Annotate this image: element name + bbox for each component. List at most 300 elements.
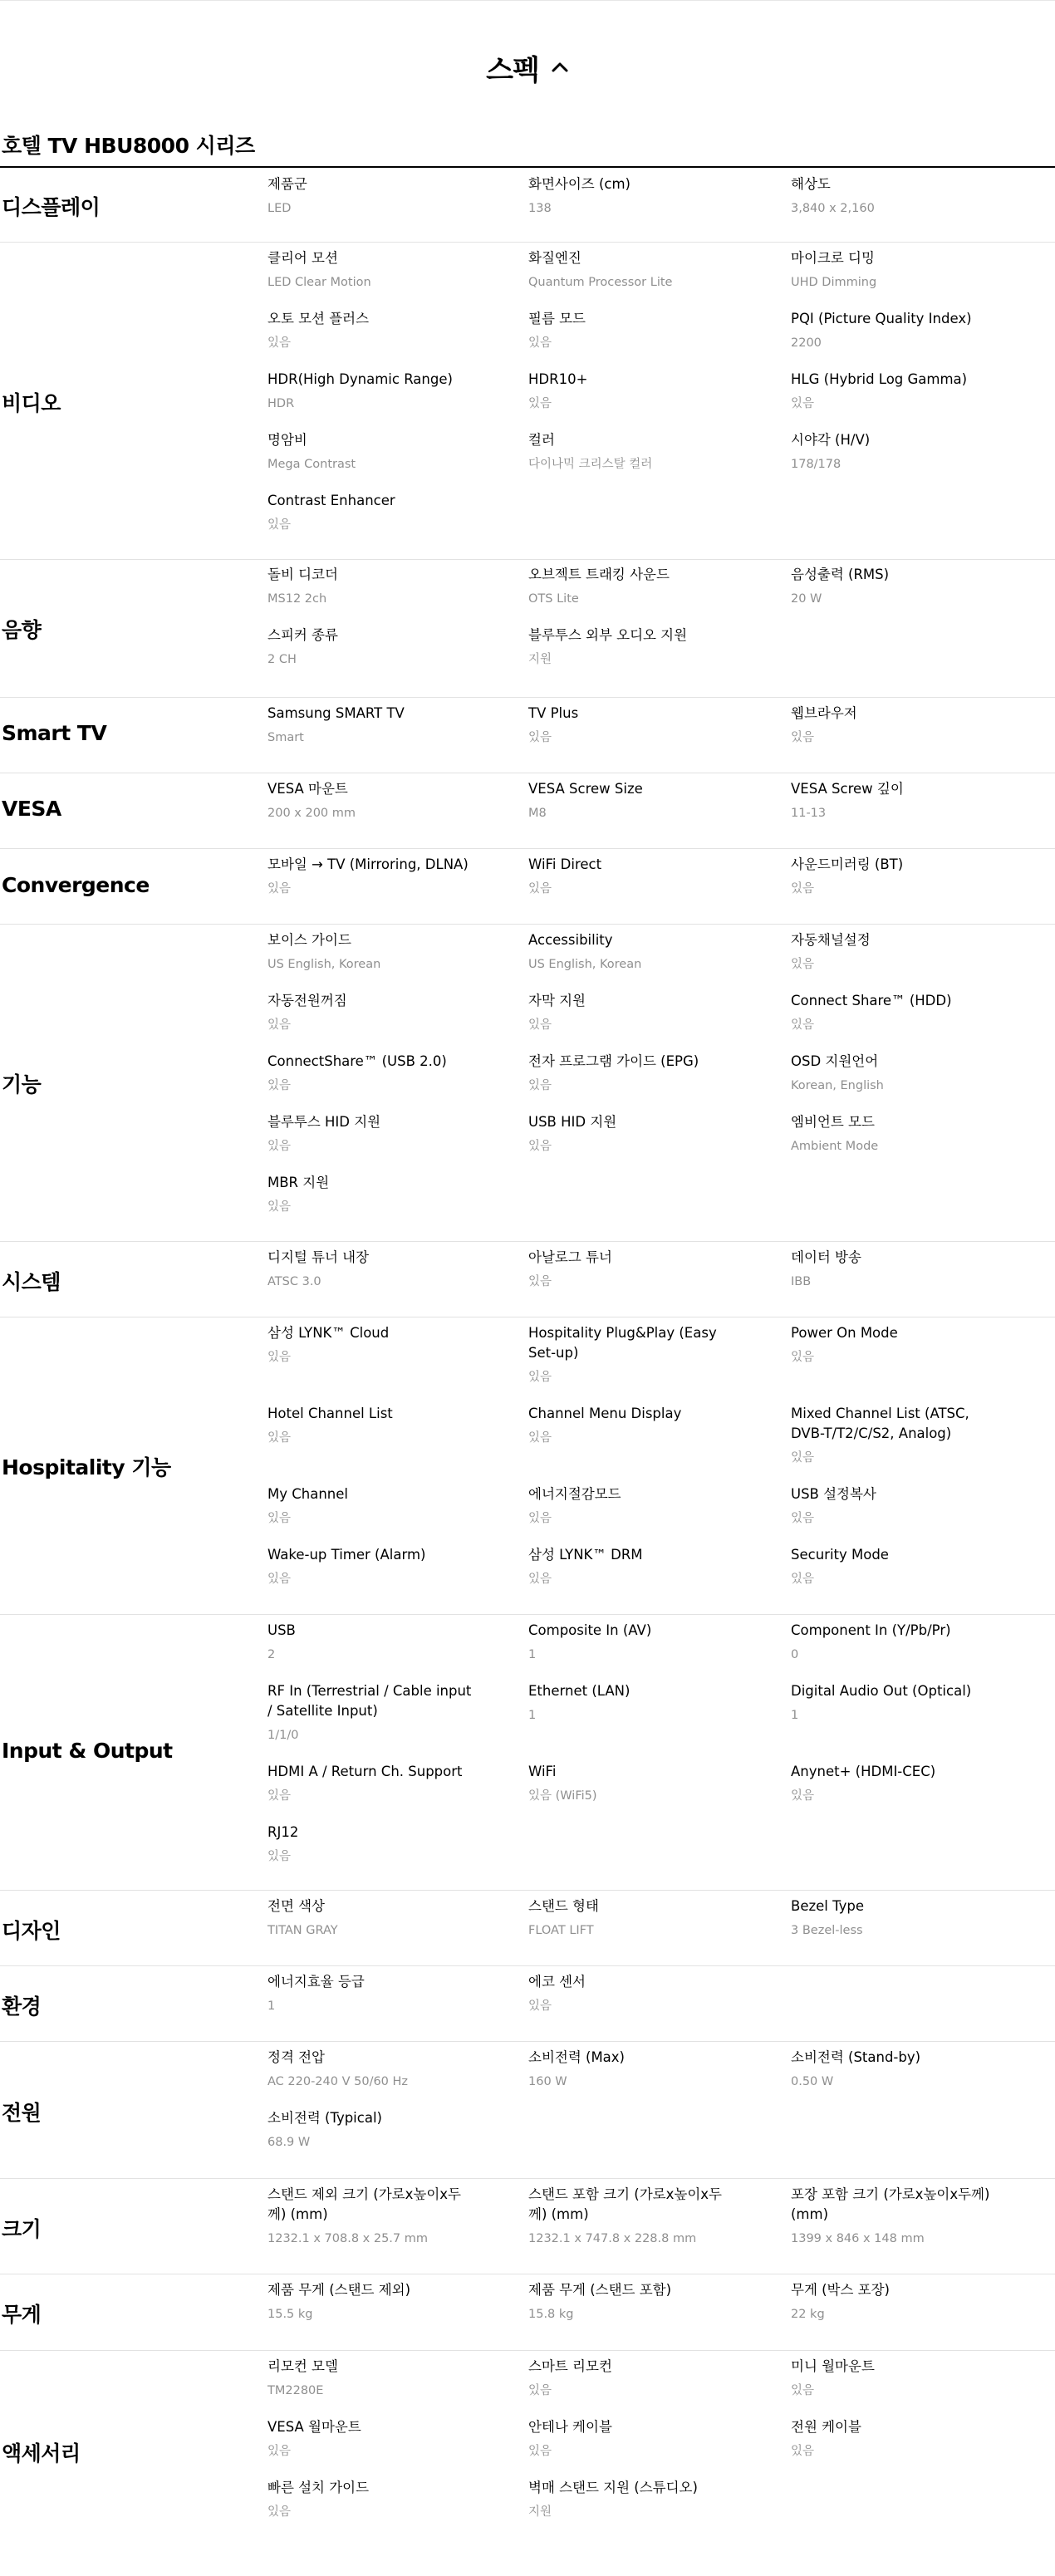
section-label: Smart TV bbox=[2, 721, 107, 745]
spec-name: 벽매 스탠드 지원 (스튜디오) bbox=[528, 2480, 698, 2495]
spec-name: Hotel Channel List bbox=[267, 1406, 393, 1421]
spec-item bbox=[791, 565, 999, 608]
spec-value: 있음 bbox=[528, 1275, 552, 1288]
spec-item bbox=[791, 1621, 999, 1664]
spec-item bbox=[791, 2280, 999, 2323]
spec-item bbox=[528, 309, 736, 352]
spec-name: 돌비 디코더 bbox=[267, 567, 338, 582]
section-label: Input & Output bbox=[2, 1739, 173, 1763]
spec-name: 안테나 케이블 bbox=[528, 2419, 612, 2435]
spec-value: 3 Bezel-less bbox=[791, 1924, 863, 1937]
spec-name: 무게 (박스 포장) bbox=[791, 2282, 890, 2298]
spec-name: 오토 모션 플러스 bbox=[267, 311, 370, 326]
spec-name: 자막 지원 bbox=[528, 993, 586, 1008]
spec-item bbox=[267, 1248, 475, 1291]
spec-name: 사운드미러링 (BT) bbox=[791, 856, 904, 872]
spec-section bbox=[0, 1242, 1055, 1317]
spec-item bbox=[791, 1484, 999, 1528]
spec-item bbox=[267, 779, 475, 822]
spec-item bbox=[267, 2417, 475, 2461]
spec-item bbox=[267, 430, 475, 473]
spec-name: 클리어 모션 bbox=[267, 250, 338, 266]
spec-name: Hospitality Plug&Play (Easy Set-up) bbox=[528, 1325, 717, 1361]
caret-up-icon[interactable] bbox=[551, 58, 569, 76]
spec-value: 있음 bbox=[528, 1999, 552, 2013]
spec-section bbox=[0, 698, 1055, 773]
spec-value: LED Clear Motion bbox=[267, 276, 371, 289]
spec-section bbox=[0, 169, 1055, 243]
spec-value: 160 W bbox=[528, 2075, 567, 2088]
spec-value: 있음 bbox=[528, 2384, 552, 2397]
spec-name: USB bbox=[267, 1622, 296, 1638]
spec-item bbox=[528, 1545, 736, 1588]
spec-name: USB HID 지원 bbox=[528, 1114, 617, 1130]
spec-name: ConnectShare™ (USB 2.0) bbox=[267, 1053, 447, 1069]
spec-item bbox=[267, 1545, 475, 1588]
spec-value: 0 bbox=[791, 1648, 799, 1661]
spec-value: AC 220-240 V 50/60 Hz bbox=[267, 2075, 409, 2088]
spec-item bbox=[267, 704, 475, 747]
spec-item bbox=[528, 370, 736, 413]
spec-item bbox=[267, 1052, 475, 1095]
spec-item bbox=[528, 2478, 736, 2521]
spec-name: VESA 월마운트 bbox=[267, 2419, 361, 2435]
spec-name: VESA 마운트 bbox=[267, 781, 348, 797]
spec-section bbox=[0, 773, 1055, 849]
spec-value: 있음 bbox=[267, 1573, 292, 1586]
spec-item bbox=[267, 626, 475, 669]
spec-value: TM2280E bbox=[267, 2384, 324, 2397]
section-label: 음향 bbox=[2, 618, 42, 642]
spec-item bbox=[791, 248, 999, 292]
spec-item bbox=[791, 991, 999, 1034]
spec-value: 있음 bbox=[528, 1512, 552, 1525]
spec-item bbox=[528, 2357, 736, 2400]
spec-item bbox=[528, 779, 736, 822]
spec-value: Mega Contrast bbox=[267, 458, 356, 471]
spec-item bbox=[267, 2280, 475, 2323]
spec-name: HLG (Hybrid Log Gamma) bbox=[791, 371, 968, 387]
spec-value: 178/178 bbox=[791, 458, 842, 471]
spec-name: 데이터 방송 bbox=[791, 1249, 861, 1265]
spec-item bbox=[528, 1896, 736, 1940]
spec-value: 3,840 x 2,160 bbox=[791, 202, 875, 215]
spec-name: 모바일 → TV (Mirroring, DLNA) bbox=[267, 856, 469, 872]
spec-value: 1/1/0 bbox=[267, 1729, 299, 1742]
spec-value: 있음 bbox=[528, 1573, 552, 1586]
spec-section bbox=[0, 560, 1055, 698]
spec-name: 소비전력 (Typical) bbox=[267, 2110, 382, 2126]
spec-name: Composite In (AV) bbox=[528, 1622, 652, 1638]
section-label: 기능 bbox=[2, 1072, 42, 1097]
spec-item bbox=[267, 309, 475, 352]
spec-name: 오브젝트 트래킹 사운드 bbox=[528, 567, 670, 582]
spec-item bbox=[791, 855, 999, 898]
spec-item bbox=[267, 1323, 475, 1367]
spec-name: TV Plus bbox=[528, 705, 579, 721]
spec-item bbox=[267, 2048, 475, 2091]
spec-value: 있음 bbox=[791, 397, 815, 410]
spec-value: UHD Dimming bbox=[791, 276, 877, 289]
spec-name: 자동채널설정 bbox=[791, 932, 871, 948]
spec-value: 있음 bbox=[528, 1431, 552, 1445]
spec-name: 포장 포함 크기 (가로x높이x두께) (mm) bbox=[791, 2186, 990, 2222]
spec-value: 있음 (WiFi5) bbox=[528, 1789, 597, 1803]
spec-value: 있음 bbox=[528, 1018, 552, 1032]
spec-value: 있음 bbox=[791, 958, 815, 971]
spec-value: 있음 bbox=[267, 518, 292, 532]
spec-value: 있음 bbox=[528, 882, 552, 895]
spec-item bbox=[791, 1404, 999, 1467]
spec-name: 제품군 bbox=[267, 176, 307, 192]
spec-item bbox=[791, 2048, 999, 2091]
section-label: Hospitality 기능 bbox=[2, 1455, 171, 1479]
spec-name: Component In (Y/Pb/Pr) bbox=[791, 1622, 951, 1638]
section-label: 환경 bbox=[2, 1995, 42, 2019]
series-title: 호텔 TV HBU8000 시리즈 bbox=[2, 134, 255, 158]
spec-value: MS12 2ch bbox=[267, 592, 327, 606]
spec-value: 있음 bbox=[791, 1512, 815, 1525]
spec-item bbox=[267, 991, 475, 1034]
spec-name: Security Mode bbox=[791, 1547, 889, 1563]
spec-value: 있음 bbox=[267, 1431, 292, 1445]
section-label: 무게 bbox=[2, 2303, 42, 2327]
spec-name: Ethernet (LAN) bbox=[528, 1683, 631, 1699]
spec-item bbox=[528, 1762, 736, 1805]
spec-item bbox=[267, 1484, 475, 1528]
spec-toggle-header[interactable] bbox=[0, 47, 1055, 88]
spec-value: 있음 bbox=[528, 1140, 552, 1153]
spec-item bbox=[528, 2185, 736, 2248]
spec-value: 15.8 kg bbox=[528, 2308, 574, 2321]
spec-value: US English, Korean bbox=[267, 958, 381, 971]
spec-value: OTS Lite bbox=[528, 592, 579, 606]
spec-name: 스탠드 형태 bbox=[528, 1898, 599, 1914]
spec-value: 지원 bbox=[528, 653, 552, 666]
spec-value: 있음 bbox=[528, 2445, 552, 2458]
spec-value: 1 bbox=[267, 1999, 276, 2013]
spec-name: Channel Menu Display bbox=[528, 1406, 682, 1421]
spec-item bbox=[528, 930, 736, 974]
spec-name: 엠비언트 모드 bbox=[791, 1114, 875, 1130]
spec-item bbox=[528, 1323, 736, 1386]
spec-name: Power On Mode bbox=[791, 1325, 898, 1341]
spec-item bbox=[791, 1248, 999, 1291]
spec-name: 에너지절감모드 bbox=[528, 1486, 621, 1502]
section-label: Convergence bbox=[2, 873, 150, 897]
spec-value: 있음 bbox=[791, 1573, 815, 1586]
spec-name: RJ12 bbox=[267, 1824, 299, 1840]
spec-item bbox=[267, 248, 475, 292]
spec-value: 68.9 W bbox=[267, 2136, 311, 2149]
spec-item bbox=[528, 626, 736, 669]
spec-value: 15.5 kg bbox=[267, 2308, 313, 2321]
spec-value: 있음 bbox=[528, 336, 552, 350]
spec-value: 있음 bbox=[267, 1512, 292, 1525]
spec-item bbox=[528, 565, 736, 608]
spec-name: 리모컨 모델 bbox=[267, 2358, 338, 2374]
spec-value: 1 bbox=[791, 1709, 799, 1722]
spec-value: 있음 bbox=[528, 1079, 552, 1092]
spec-value: M8 bbox=[528, 807, 547, 820]
spec-value: 22 kg bbox=[791, 2308, 825, 2321]
spec-item bbox=[267, 855, 475, 898]
spec-item bbox=[791, 1052, 999, 1095]
spec-name: 아날로그 튜너 bbox=[528, 1249, 612, 1265]
spec-item bbox=[267, 565, 475, 608]
spec-item bbox=[267, 930, 475, 974]
spec-value: 있음 bbox=[267, 1140, 292, 1153]
spec-value: Korean, English bbox=[791, 1079, 884, 1092]
spec-name: 디지털 튜너 내장 bbox=[267, 1249, 370, 1265]
spec-value: 있음 bbox=[267, 2505, 292, 2519]
spec-item bbox=[528, 174, 736, 218]
spec-item bbox=[528, 1112, 736, 1156]
spec-item bbox=[267, 2108, 475, 2152]
spec-value: 1399 x 846 x 148 mm bbox=[791, 2232, 925, 2245]
spec-value: 1 bbox=[528, 1709, 537, 1722]
spec-item bbox=[791, 2185, 999, 2248]
spec-name: 시야각 (H/V) bbox=[791, 432, 871, 448]
spec-name: WiFi Direct bbox=[528, 856, 602, 872]
spec-value: 2 bbox=[267, 1648, 276, 1661]
spec-name: 전면 색상 bbox=[267, 1898, 326, 1914]
spec-item bbox=[528, 1052, 736, 1095]
spec-item bbox=[267, 2357, 475, 2400]
spec-section bbox=[0, 1615, 1055, 1891]
spec-name: USB 설정복사 bbox=[791, 1486, 876, 1502]
spec-item bbox=[528, 1484, 736, 1528]
spec-value: 있음 bbox=[791, 882, 815, 895]
spec-item bbox=[267, 1173, 475, 1216]
spec-name: 미니 월마운트 bbox=[791, 2358, 875, 2374]
spec-item bbox=[791, 779, 999, 822]
spec-name: 에너지효율 등급 bbox=[267, 1974, 365, 1990]
spec-item bbox=[267, 491, 475, 534]
spec-section bbox=[0, 2179, 1055, 2274]
spec-item bbox=[267, 1621, 475, 1664]
spec-name: Anynet+ (HDMI-CEC) bbox=[791, 1764, 936, 1779]
spec-name: 스마트 리모컨 bbox=[528, 2358, 612, 2374]
spec-value: TITAN GRAY bbox=[267, 1924, 338, 1937]
spec-name: HDMI A / Return Ch. Support bbox=[267, 1764, 463, 1779]
spec-name: 필름 모드 bbox=[528, 311, 586, 326]
section-label: VESA bbox=[2, 797, 61, 821]
spec-name: 스피커 종류 bbox=[267, 627, 338, 643]
spec-value: 있음 bbox=[528, 731, 552, 744]
spec-item bbox=[528, 2417, 736, 2461]
spec-value: 지원 bbox=[528, 2505, 552, 2519]
spec-name: Connect Share™ (HDD) bbox=[791, 993, 952, 1008]
series-divider bbox=[0, 166, 1055, 168]
spec-item bbox=[528, 248, 736, 292]
spec-name: Wake-up Timer (Alarm) bbox=[267, 1547, 426, 1563]
spec-value: 2200 bbox=[791, 336, 822, 350]
spec-value: 138 bbox=[528, 202, 552, 215]
spec-value: 있음 bbox=[791, 1018, 815, 1032]
spec-value: 있음 bbox=[791, 731, 815, 744]
spec-item bbox=[267, 2478, 475, 2521]
spec-name: Accessibility bbox=[528, 932, 613, 948]
spec-item bbox=[791, 1323, 999, 1367]
spec-item bbox=[528, 1681, 736, 1725]
spec-item bbox=[528, 2048, 736, 2091]
spec-item bbox=[528, 2280, 736, 2323]
spec-item bbox=[528, 1621, 736, 1664]
spec-name: 삼성 LYNK™ DRM bbox=[528, 1547, 643, 1563]
spec-name: 마이크로 디밍 bbox=[791, 250, 875, 266]
spec-value: 20 W bbox=[791, 592, 822, 606]
spec-name: 정격 전압 bbox=[267, 2049, 326, 2065]
spec-section bbox=[0, 925, 1055, 1242]
spec-name: VESA Screw Size bbox=[528, 781, 643, 797]
spec-value: 1232.1 x 708.8 x 25.7 mm bbox=[267, 2232, 428, 2245]
spec-name: 화면사이즈 (cm) bbox=[528, 176, 631, 192]
spec-item bbox=[791, 309, 999, 352]
spec-item bbox=[791, 174, 999, 218]
spec-name: WiFi bbox=[528, 1764, 557, 1779]
spec-name: 빠른 설치 가이드 bbox=[267, 2480, 370, 2495]
spec-section bbox=[0, 1317, 1055, 1615]
spec-name: Contrast Enhancer bbox=[267, 493, 395, 508]
spec-name: 보이스 가이드 bbox=[267, 932, 351, 948]
spec-item bbox=[528, 1248, 736, 1291]
spec-name: VESA Screw 깊이 bbox=[791, 781, 904, 797]
spec-value: 200 x 200 mm bbox=[267, 807, 356, 820]
spec-name: My Channel bbox=[267, 1486, 348, 1502]
spec-item bbox=[267, 1823, 475, 1866]
spec-name: OSD 지원언어 bbox=[791, 1053, 879, 1069]
spec-value: 있음 bbox=[267, 1018, 292, 1032]
spec-item bbox=[791, 704, 999, 747]
spec-name: MBR 지원 bbox=[267, 1175, 330, 1190]
spec-section bbox=[0, 2042, 1055, 2179]
spec-value: 다이나믹 크리스탈 컬러 bbox=[528, 458, 653, 471]
spec-value: 있음 bbox=[267, 1351, 292, 1364]
spec-value: 있음 bbox=[791, 2384, 815, 2397]
spec-item bbox=[528, 855, 736, 898]
top-divider bbox=[0, 0, 1055, 1]
spec-item bbox=[528, 704, 736, 747]
section-label: 전원 bbox=[2, 2101, 42, 2125]
spec-name: 명암비 bbox=[267, 432, 307, 448]
spec-item bbox=[791, 1112, 999, 1156]
spec-section bbox=[0, 849, 1055, 925]
spec-value: 1 bbox=[528, 1648, 537, 1661]
spec-name: PQI (Picture Quality Index) bbox=[791, 311, 972, 326]
spec-value: Ambient Mode bbox=[791, 1140, 879, 1153]
spec-name: 컬러 bbox=[528, 432, 555, 448]
spec-name: 자동전원꺼짐 bbox=[267, 993, 347, 1008]
spec-item bbox=[791, 930, 999, 974]
spec-value: 있음 bbox=[528, 397, 552, 410]
spec-value: 있음 bbox=[267, 336, 292, 350]
spec-item bbox=[267, 1896, 475, 1940]
spec-value: 있음 bbox=[267, 1789, 292, 1803]
spec-value: 11-13 bbox=[791, 807, 827, 820]
spec-name: 전자 프로그램 가이드 (EPG) bbox=[528, 1053, 699, 1069]
spec-value: 1232.1 x 747.8 x 228.8 mm bbox=[528, 2232, 697, 2245]
spec-value: 0.50 W bbox=[791, 2075, 834, 2088]
section-label: 크기 bbox=[2, 2217, 42, 2241]
spec-item bbox=[528, 1972, 736, 2015]
spec-value: 2 CH bbox=[267, 653, 297, 666]
spec-name: 블루투스 외부 오디오 지원 bbox=[528, 627, 688, 643]
spec-value: 있음 bbox=[267, 1850, 292, 1863]
spec-name: 스탠드 제외 크기 (가로x높이x두께) (mm) bbox=[267, 2186, 461, 2222]
spec-item bbox=[528, 991, 736, 1034]
spec-value: 있음 bbox=[791, 1789, 815, 1803]
spec-section bbox=[0, 1891, 1055, 1966]
spec-value: 있음 bbox=[267, 1079, 292, 1092]
spec-value: FLOAT LIFT bbox=[528, 1924, 594, 1937]
spec-item bbox=[267, 1112, 475, 1156]
spec-value: HDR bbox=[267, 397, 295, 410]
spec-value: Quantum Processor Lite bbox=[528, 276, 673, 289]
spec-name: HDR(High Dynamic Range) bbox=[267, 371, 453, 387]
spec-item bbox=[791, 1681, 999, 1725]
spec-item bbox=[267, 1972, 475, 2015]
spec-item bbox=[791, 430, 999, 473]
spec-name: 해상도 bbox=[791, 176, 831, 192]
spec-value: 있음 bbox=[267, 1200, 292, 1214]
spec-item bbox=[267, 2185, 475, 2248]
spec-name: 제품 무게 (스탠드 제외) bbox=[267, 2282, 411, 2298]
spec-value: 있음 bbox=[791, 2445, 815, 2458]
spec-name: Bezel Type bbox=[791, 1898, 865, 1914]
spec-value: Smart bbox=[267, 731, 304, 744]
spec-section bbox=[0, 2351, 1055, 2576]
spec-value: 있음 bbox=[528, 1371, 552, 1384]
spec-value: 있음 bbox=[791, 1351, 815, 1364]
spec-item bbox=[791, 1545, 999, 1588]
spec-item bbox=[791, 1762, 999, 1805]
spec-value: 있음 bbox=[267, 2445, 292, 2458]
spec-name: Samsung SMART TV bbox=[267, 705, 405, 721]
spec-item bbox=[791, 370, 999, 413]
section-label: 비디오 bbox=[2, 391, 61, 415]
spec-value: ATSC 3.0 bbox=[267, 1275, 321, 1288]
spec-item bbox=[267, 370, 475, 413]
spec-name: 블루투스 HID 지원 bbox=[267, 1114, 381, 1130]
spec-name: 전원 케이블 bbox=[791, 2419, 861, 2435]
spec-value: US English, Korean bbox=[528, 958, 642, 971]
spec-name: 소비전력 (Stand-by) bbox=[791, 2049, 921, 2065]
spec-value: IBB bbox=[791, 1275, 812, 1288]
spec-name: RF In (Terrestrial / Cable input / Satellite Input) bbox=[267, 1683, 472, 1719]
spec-name: 에코 센서 bbox=[528, 1974, 586, 1990]
spec-item bbox=[791, 2357, 999, 2400]
spec-item bbox=[528, 430, 736, 473]
spec-item bbox=[267, 1681, 475, 1744]
spec-item bbox=[267, 174, 475, 218]
section-label: 시스템 bbox=[2, 1270, 61, 1294]
spec-value: 있음 bbox=[791, 1451, 815, 1465]
spec-name: 웹브라우저 bbox=[791, 705, 857, 721]
spec-section bbox=[0, 1966, 1055, 2042]
section-label: 디스플레이 bbox=[2, 195, 101, 219]
spec-name: 스탠드 포함 크기 (가로x높이x두께) (mm) bbox=[528, 2186, 722, 2222]
spec-value: 있음 bbox=[267, 882, 292, 895]
spec-name: 제품 무게 (스탠드 포함) bbox=[528, 2282, 672, 2298]
spec-item bbox=[267, 1404, 475, 1447]
section-label: 액세서리 bbox=[2, 2441, 81, 2466]
spec-name: 화질엔진 bbox=[528, 250, 581, 266]
spec-section bbox=[0, 243, 1055, 560]
spec-name: 삼성 LYNK™ Cloud bbox=[267, 1325, 390, 1341]
spec-name: Mixed Channel List (ATSC, DVB-T/T2/C/S2, Analog) bbox=[791, 1406, 969, 1441]
section-label: 디자인 bbox=[2, 1919, 61, 1943]
